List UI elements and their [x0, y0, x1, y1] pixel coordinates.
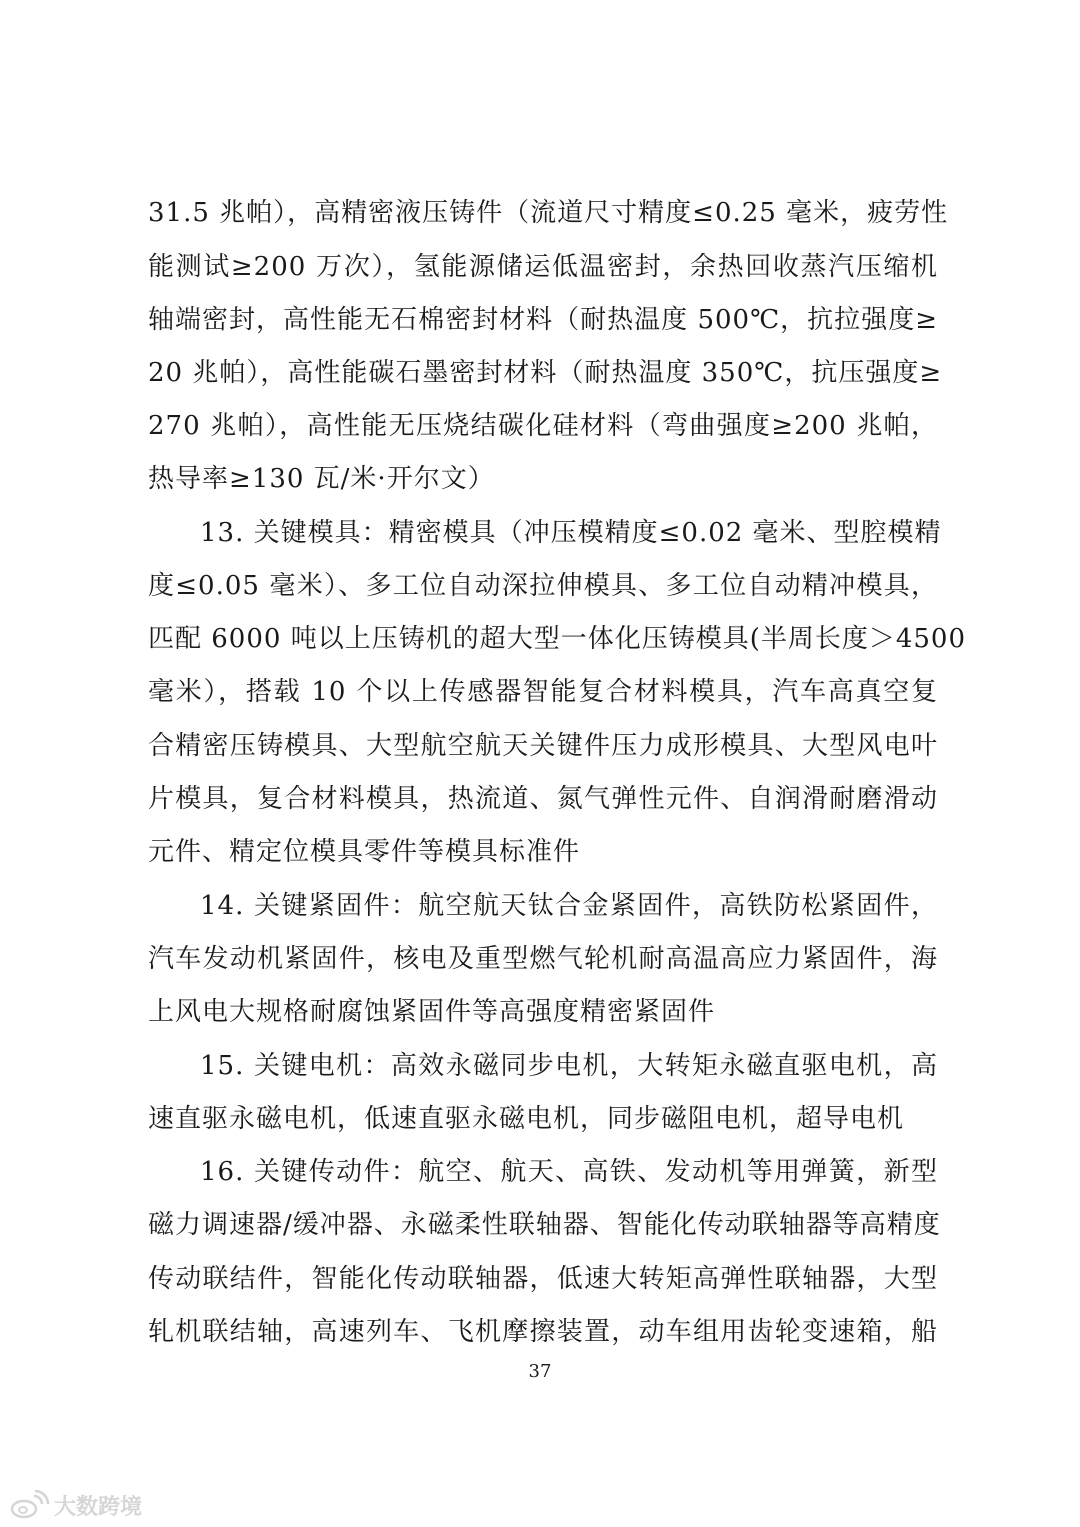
- paragraph-heading-16: 16. 关键传动件：航空、航天、高铁、发动机等用弹簧，新型: [200, 1157, 938, 1187]
- watermark-text: 大数跨境: [54, 1494, 143, 1520]
- body-text-line: 度≤0.05 毫米）、多工位自动深拉伸模具、多工位自动精冲模具，: [148, 571, 938, 601]
- body-text-line: 能测试≥200 万次），氢能源储运低温密封，余热回收蒸汽压缩机: [148, 252, 938, 282]
- body-text-line: 元件、精定位模具零件等模具标准件: [148, 837, 581, 867]
- body-text-line: 轧机联结轴，高速列车、飞机摩擦装置，动车组用齿轮变速箱，船: [148, 1317, 938, 1347]
- body-text-line: 合精密压铸模具、大型航空航天关键件压力成形模具、大型风电叶: [148, 731, 938, 761]
- paragraph-heading-13: 13. 关键模具：精密模具（冲压模精度≤0.02 毫米、型腔模精: [200, 518, 942, 548]
- paragraph-heading-15: 15. 关键电机：高效永磁同步电机，大转矩永磁直驱电机，高: [200, 1051, 938, 1081]
- paragraph-heading-14: 14. 关键紧固件：航空航天钛合金紧固件，高铁防松紧固件，: [200, 891, 938, 921]
- body-text-line: 上风电大规格耐腐蚀紧固件等高强度精密紧固件: [148, 997, 716, 1027]
- weibo-logo-icon: [10, 1490, 50, 1520]
- body-text-line: 磁力调速器/缓冲器、永磁柔性联轴器、智能化传动联轴器等高精度: [148, 1210, 941, 1240]
- watermark: [10, 1488, 142, 1522]
- body-text-line: 传动联结件，智能化传动联轴器，低速大转矩高弹性联轴器，大型: [148, 1264, 938, 1294]
- body-text-line: 毫米），搭载 10 个以上传感器智能复合材料模具，汽车高真空复: [148, 677, 938, 707]
- body-text-line: 31.5 兆帕），高精密液压铸件（流道尺寸精度≤0.25 毫米，疲劳性: [148, 198, 949, 228]
- body-text-line: 汽车发动机紧固件，核电及重型燃气轮机耐高温高应力紧固件，海: [148, 944, 938, 974]
- body-text-line: 速直驱永磁电机，低速直驱永磁电机，同步磁阻电机，超导电机: [148, 1104, 905, 1134]
- body-text-line: 热导率≥130 瓦/米·开尔文）: [148, 464, 495, 494]
- page-number: 37: [528, 1361, 552, 1382]
- body-text-line: 匹配 6000 吨以上压铸机的超大型一体化压铸模具(半周长度＞4500: [148, 624, 967, 654]
- body-text-line: 270 兆帕），高性能无压烧结碳化硅材料（弯曲强度≥200 兆帕，: [148, 411, 938, 441]
- body-text-line: 20 兆帕），高性能碳石墨密封材料（耐热温度 350℃，抗压强度≥: [148, 358, 943, 388]
- body-text-line: 片模具，复合材料模具，热流道、氮气弹性元件、自润滑耐磨滑动: [148, 784, 938, 814]
- body-text-line: 轴端密封，高性能无石棉密封材料（耐热温度 500℃，抗拉强度≥: [148, 305, 938, 335]
